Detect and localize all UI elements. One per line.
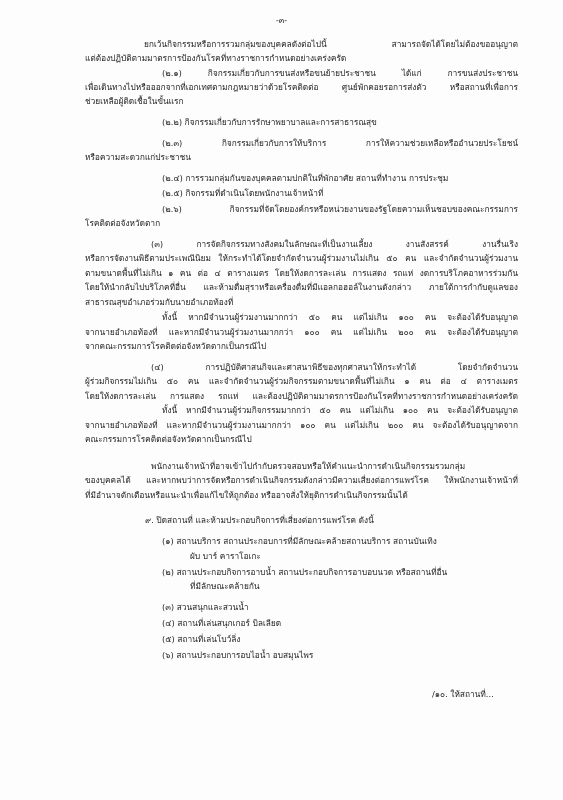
- text-line: เพื่อเดินทางไปหรือออกจากที่เอกเทศตามกฎหมายว่าด้วยโรคติดต่อ ศูนย์พักคอยรอการส่งตัว หรือสถานที่เพื่อการ: [85, 82, 518, 92]
- text-line: ๙. ปิดสถานที่ และห้ามประกอบกิจการที่เสี่ยงต่อการแพร่โรค ดังนี้: [145, 515, 374, 525]
- text-line: (๒.๕) กิจกรรมที่ดำเนินโดยพนักงานเจ้าหน้าที่: [162, 188, 324, 198]
- text-line: หรือการจัดงานพิธีตามประเพณีนิยม ให้กระทำได้โดยจำกัดจำนวนผู้ร่วมงานไม่เกิน ๕๐ คน และจำกัดจำนวนผู้ร่วมงาน: [85, 253, 518, 263]
- text-line: ที่มีลักษณะคล้ายกัน: [190, 581, 260, 591]
- text-line: (๒.๖) กิจกรรมที่จัดโดยองค์กรหรือหน่วยงานของรัฐโดยความเห็นชอบของคณะกรรมการ: [162, 204, 518, 214]
- text-line: (๑) สถานบริการ สถานประกอบการที่มีลักษณะคล้ายสถานบริการ สถานบันเทิง: [162, 536, 437, 546]
- text-line: ทั้งนี้ หากมีจำนวนผู้ร่วมกิจกรรมมากกว่า ๕๐ คน แต่ไม่เกิน ๑๐๐ คน จะต้องได้รับอนุญาต: [162, 405, 518, 415]
- text-line: /๑๐. ให้สถานที่...: [432, 689, 494, 699]
- text-line: (๒) สถานประกอบกิจการอาบน้ำ สถานประกอบกิจการอาบอบนวด หรือสถานที่อื่น: [162, 567, 448, 577]
- text-line: (๓) สวนสนุกและสวนน้ำ: [162, 602, 249, 612]
- text-line: แต่ต้องปฏิบัติตามมาตรการป้องกันโรคที่ทางราชการกำหนดอย่างเคร่งครัด: [85, 53, 347, 63]
- text-line: จากนายอำเภอท้องที่ และหากมีจำนวนผู้ร่วมงานมากกว่า ๑๐๐ คน แต่ไม่เกิน ๒๐๐ คน จะต้องได้รับอนุญาต: [85, 327, 518, 337]
- text-line: (๒.๑) กิจกรรมเกี่ยวกับการขนส่งหรือขนย้ายประชาชน ได้แก่ การขนส่งประชาชน: [162, 68, 518, 78]
- text-line: (๕) สถานที่เล่นโบว์ลิ่ง: [162, 634, 241, 644]
- text-line: โดยให้งดการละเล่น การแสดง รถแห่ และต้องปฏิบัติตามมาตรการป้องกันโรคที่ทางราชการกำหนดอย่างเคร่งครัด: [85, 391, 518, 401]
- text-line: คณะกรรมการโรคติดต่อจังหวัดตากเป็นกรณีไป: [85, 434, 252, 444]
- text-line: ผับ บาร์ คาราโอเกะ: [190, 551, 261, 561]
- text-line: จากนายอำเภอท้องที่ และหากมีจำนวนผู้ร่วมงานมากกว่า ๑๐๐ คน แต่ไม่เกิน ๒๐๐ คน จะต้องได้รับอนุญาตจาก: [85, 420, 518, 430]
- text-line: จากคณะกรรมการโรคติดต่อจังหวัดตากเป็นกรณีไป: [85, 341, 267, 351]
- text-line: (๖) สถานประกอบการอบไอน้ำ อบสมุนไพร: [162, 650, 314, 660]
- text-line: โดยให้นำกลับไปบริโภคที่อื่น และห้ามดื่มสุราหรือเครื่องดื่มที่มีแอลกอฮอล์ในงานดังกล่าว ภายใต้การกำกับดูแลของ: [85, 282, 518, 292]
- text-line: (๔) การปฏิบัติศาสนกิจและศาสนาพิธีของทุกศาสนาให้กระทำได้ โดยจำกัดจำนวน: [151, 362, 518, 372]
- text-line: ของบุคคลได้ และหากพบว่าการจัดหรือการดำเนินกิจกรรมดังกล่าวมีความเสี่ยงต่อการแพร่โรค ให้พนักงานเจ้าหน้าที่: [85, 475, 518, 485]
- text-line: ที่มีอำนาจตักเตือนหรือแนะนำเพื่อแก้ไขให้ถูกต้อง หรืออาจสั่งให้ยุติการดำเนินกิจกรรมนั้นได้: [85, 490, 408, 500]
- text-line: ช่วยเหลือผู้ติดเชื้อในขั้นแรก: [85, 96, 184, 106]
- text-line: ทั้งนี้ หากมีจำนวนผู้ร่วมงานมากกว่า ๕๐ คน แต่ไม่เกิน ๑๐๐ คน จะต้องได้รับอนุญาต: [162, 312, 518, 322]
- text-line: พนักงานเจ้าหน้าที่อาจเข้าไปกำกับตรวจสอบหรือให้คำแนะนำการดำเนินกิจกรรมรวมกลุ่ม: [151, 461, 466, 471]
- page-number: -๓-: [275, 16, 288, 25]
- text-line: ตามขนาดพื้นที่ไม่เกิน ๑ คน ต่อ ๔ ตารางเมตร โดยให้งดการละเล่น การแสดง รถแห่ งดการบริโภคอาหารร่วมกัน: [85, 268, 518, 278]
- text-line: (๔) สถานที่เล่นสนุกเกอร์ บิลเลียด: [162, 618, 282, 628]
- text-line: (๒.๓) กิจกรรมเกี่ยวกับการให้บริการ การให้ความช่วยเหลือหรืออำนวยประโยชน์: [162, 138, 518, 148]
- text-line: สาธารณสุขอำเภอร่วมกับนายอำเภอท้องที่: [85, 297, 234, 307]
- text-line: ผู้ร่วมกิจกรรมไม่เกิน ๕๐ คน และจำกัดจำนวนผู้ร่วมกิจกรรมตามขนาดพื้นที่ไม่เกิน ๑ คน ต่อ ๔ ตารางเมตร: [85, 376, 518, 386]
- text-line: หรือความสะดวกแก่ประชาชน: [85, 152, 191, 162]
- text-line: (๒.๒) กิจกรรมเกี่ยวกับการรักษาพยาบาลและการสาธารณสุข: [162, 117, 377, 127]
- text-line: (๒.๔) การรวมกลุ่มกันของบุคคลตามปกติในที่พักอาศัย สถานที่ทำงาน การประชุม: [162, 173, 449, 183]
- text-line: (๓) การจัดกิจกรรมทางสังคมในลักษณะที่เป็นงานเลี้ยง งานสังสรรค์ งานรื่นเริง: [151, 239, 518, 249]
- text-line: ยกเว้นกิจกรรมหรือการรวมกลุ่มของบุคคลดังต่อไปนี้ สามารถจัดได้โดยไม่ต้องขออนุญาต: [144, 39, 518, 49]
- text-line: โรคติดต่อจังหวัดตาก: [85, 218, 161, 228]
